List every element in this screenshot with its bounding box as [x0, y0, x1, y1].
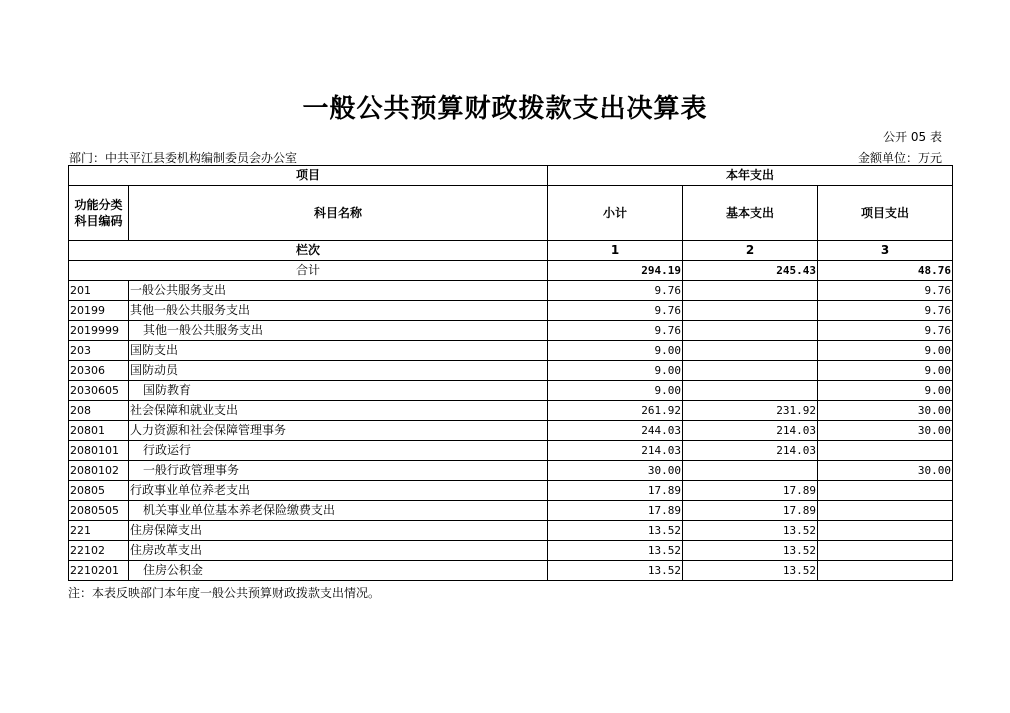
- row-project: 30.00: [818, 461, 953, 481]
- row-basic: 214.03: [683, 441, 818, 461]
- header-subtotal: 小计: [548, 186, 683, 241]
- column-index-row: [69, 241, 953, 261]
- row-code: 20801: [69, 421, 129, 441]
- table-row: [69, 481, 953, 501]
- row-code: 2080102: [69, 461, 129, 481]
- table-row: [69, 441, 953, 461]
- row-project: 30.00: [818, 421, 953, 441]
- row-basic: 13.52: [683, 541, 818, 561]
- row-subtotal: 17.89: [548, 481, 683, 501]
- unit-label: 金额单位：万元: [857, 151, 942, 165]
- column-index-1: 1: [548, 241, 683, 261]
- header-row-1: [69, 166, 953, 186]
- row-name: 国防教育: [129, 381, 548, 401]
- row-name: 住房改革支出: [129, 541, 548, 561]
- column-index-2: 2: [683, 241, 818, 261]
- row-project: 9.00: [818, 381, 953, 401]
- row-project: [818, 441, 953, 461]
- row-subtotal: 13.52: [548, 541, 683, 561]
- row-code: 20805: [69, 481, 129, 501]
- row-name: 住房公积金: [129, 561, 548, 581]
- table-row: [69, 281, 953, 301]
- row-basic: [683, 281, 818, 301]
- table-row: [69, 561, 953, 581]
- row-subtotal: 9.00: [548, 381, 683, 401]
- row-basic: [683, 341, 818, 361]
- row-code: 2080101: [69, 441, 129, 461]
- row-basic: 17.89: [683, 501, 818, 521]
- row-subtotal: 214.03: [548, 441, 683, 461]
- row-basic: [683, 361, 818, 381]
- row-subtotal: 9.00: [548, 341, 683, 361]
- department-label: 部门：中共平江县委机构编制委员会办公室: [69, 151, 298, 165]
- expense-table: [68, 165, 953, 581]
- row-subtotal: 261.92: [548, 401, 683, 421]
- row-name: 社会保障和就业支出: [129, 401, 548, 421]
- row-name: 行政事业单位养老支出: [129, 481, 548, 501]
- row-subtotal: 9.76: [548, 321, 683, 341]
- row-project: 9.00: [818, 361, 953, 381]
- row-code: 208: [69, 401, 129, 421]
- table-row: [69, 321, 953, 341]
- row-basic: 13.52: [683, 521, 818, 541]
- row-subtotal: 9.76: [548, 281, 683, 301]
- header-subject-name: 科目名称: [129, 186, 548, 241]
- row-subtotal: 13.52: [548, 561, 683, 581]
- row-code: 20306: [69, 361, 129, 381]
- row-code: 20199: [69, 301, 129, 321]
- footnote: 注：本表反映部门本年度一般公共预算财政拨款支出情况。: [68, 586, 381, 600]
- row-project: [818, 541, 953, 561]
- row-name: 国防支出: [129, 341, 548, 361]
- form-number: 公开 05 表: [883, 130, 942, 144]
- row-name: 人力资源和社会保障管理事务: [129, 421, 548, 441]
- total-project: 48.76: [818, 261, 953, 281]
- row-code: 2210201: [69, 561, 129, 581]
- header-current-year-expense: 本年支出: [548, 166, 953, 186]
- table-row: [69, 301, 953, 321]
- total-label: 合计: [69, 261, 548, 281]
- row-name: 住房保障支出: [129, 521, 548, 541]
- row-name: 机关事业单位基本养老保险缴费支出: [129, 501, 548, 521]
- header-func-code: [69, 186, 129, 241]
- table-row: [69, 521, 953, 541]
- row-code: 2030605: [69, 381, 129, 401]
- row-code: 221: [69, 521, 129, 541]
- row-project: [818, 521, 953, 541]
- table-row: [69, 361, 953, 381]
- row-code: 201: [69, 281, 129, 301]
- total-subtotal: 294.19: [548, 261, 683, 281]
- header-item: 项目: [69, 166, 548, 186]
- header-project: 项目支出: [818, 186, 953, 241]
- row-name: 一般公共服务支出: [129, 281, 548, 301]
- table-row: [69, 461, 953, 481]
- row-project: 9.76: [818, 301, 953, 321]
- row-code: 2080505: [69, 501, 129, 521]
- row-name: 其他一般公共服务支出: [129, 321, 548, 341]
- header-func-code-line1: 功能分类: [74, 198, 123, 212]
- row-subtotal: 9.76: [548, 301, 683, 321]
- row-subtotal: 244.03: [548, 421, 683, 441]
- row-subtotal: 9.00: [548, 361, 683, 381]
- table-row: [69, 401, 953, 421]
- row-project: 9.76: [818, 281, 953, 301]
- row-project: [818, 561, 953, 581]
- row-basic: 231.92: [683, 401, 818, 421]
- row-project: [818, 481, 953, 501]
- row-name: 其他一般公共服务支出: [129, 301, 548, 321]
- column-index-label: 栏次: [69, 241, 548, 261]
- row-name: 一般行政管理事务: [129, 461, 548, 481]
- row-basic: 13.52: [683, 561, 818, 581]
- row-basic: 214.03: [683, 421, 818, 441]
- row-project: 30.00: [818, 401, 953, 421]
- row-project: 9.76: [818, 321, 953, 341]
- page-title: 一般公共预算财政拨款支出决算表: [302, 94, 708, 124]
- row-subtotal: 30.00: [548, 461, 683, 481]
- header-basic: 基本支出: [683, 186, 818, 241]
- row-basic: [683, 321, 818, 341]
- table-row: [69, 501, 953, 521]
- table-row: [69, 541, 953, 561]
- total-row: [69, 261, 953, 281]
- table-row: [69, 341, 953, 361]
- row-name: 国防动员: [129, 361, 548, 381]
- table-row: [69, 381, 953, 401]
- row-name: 行政运行: [129, 441, 548, 461]
- row-basic: [683, 301, 818, 321]
- row-code: 203: [69, 341, 129, 361]
- header-func-code-line2: 科目编码: [74, 214, 123, 228]
- header-row-2: [69, 186, 953, 241]
- row-basic: [683, 381, 818, 401]
- row-basic: 17.89: [683, 481, 818, 501]
- row-project: [818, 501, 953, 521]
- column-index-3: 3: [818, 241, 953, 261]
- row-project: 9.00: [818, 341, 953, 361]
- row-code: 22102: [69, 541, 129, 561]
- row-subtotal: 13.52: [548, 521, 683, 541]
- table-row: [69, 421, 953, 441]
- row-subtotal: 17.89: [548, 501, 683, 521]
- total-basic: 245.43: [683, 261, 818, 281]
- row-basic: [683, 461, 818, 481]
- row-code: 2019999: [69, 321, 129, 341]
